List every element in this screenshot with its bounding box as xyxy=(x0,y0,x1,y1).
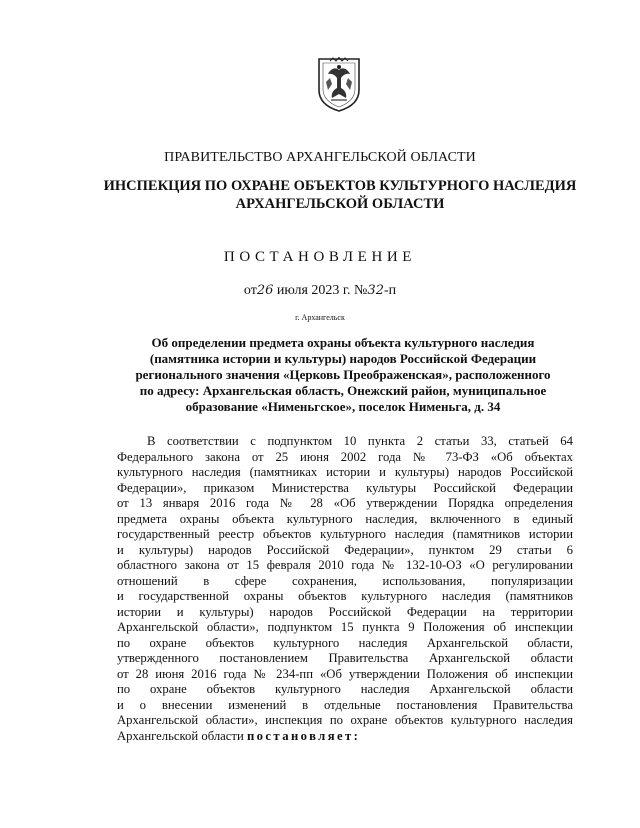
document-body xyxy=(117,434,573,744)
body-line: от 13 января 2016 года № 28 «Об утверждении Порядка определения xyxy=(117,496,573,510)
inspection-name-line: АРХАНГЕЛЬСКОЙ ОБЛАСТИ xyxy=(235,196,445,212)
title-line: Об определении предмета охраны объекта культурного наследия xyxy=(151,335,535,350)
inspection-name xyxy=(90,177,590,213)
title-line: (памятника истории и культуры) народов Российской Федерации xyxy=(149,351,537,366)
title-line: по адресу: Архангельская область, Онежский район, муниципальное xyxy=(139,383,547,398)
body-line: областного закона от 15 февраля 2010 года № 132-10-ОЗ «О регулировании xyxy=(117,558,573,572)
document-title xyxy=(100,335,586,415)
body-line: отношений в сфере сохранения, использования, популяризации xyxy=(117,573,573,588)
body-line: культурного наследия (памятниках истории и культуры) народов Российской xyxy=(117,465,573,479)
number-suffix: -п xyxy=(383,283,397,298)
date-prefix: от xyxy=(243,283,257,298)
document-city: г. Архангельск xyxy=(295,313,345,322)
body-line: Архангельской области», инспекция по охране объектов культурного наследия xyxy=(117,713,573,727)
handwritten-number: 32 xyxy=(367,283,384,298)
government-name: ПРАВИТЕЛЬСТВО АРХАНГЕЛЬСКОЙ ОБЛАСТИ xyxy=(164,150,476,165)
body-line: утвержденного постановлением Правительства Архангельской области xyxy=(117,651,573,665)
body-line: предмета охраны объекта культурного наследия, включенного в единый xyxy=(117,511,573,526)
date-rest: июля 2023 г. № xyxy=(273,283,368,298)
final-line-text: Архангельской области xyxy=(117,728,247,743)
document-date-line xyxy=(0,283,640,299)
coat-of-arms-icon xyxy=(316,56,362,112)
title-line: образование «Нименьгское», поселок Нименьга, д. 34 xyxy=(185,399,501,414)
resolution-keyword: постановляет: xyxy=(246,728,361,743)
body-line: по охране объектов культурного наследия Архангельской области, xyxy=(117,635,573,650)
inspection-name-line: ИНСПЕКЦИЯ ПО ОХРАНЕ ОБЪЕКТОВ КУЛЬТУРНОГО НАСЛЕДИЯ xyxy=(103,178,577,194)
body-line: В соответствии с подпунктом 10 пункта 2 статьи 33, статьей 64 xyxy=(147,434,573,448)
body-line: Федерации», приказом Министерства культуры Российской Федерации xyxy=(117,480,573,495)
document-type: ПОСТАНОВЛЕНИЕ xyxy=(223,249,417,265)
body-line: от 28 июня 2016 года № 234-пп «Об утверждении Положения об инспекции xyxy=(117,666,573,681)
body-line: и государственной охраны объектов культурного наследия (памятников xyxy=(117,589,573,603)
title-line: регионального значения «Церковь Преображенская», расположенного xyxy=(135,367,551,382)
body-line: и культуры) народов Российской Федерации», пунктом 29 статьи 6 xyxy=(117,542,573,557)
body-line: по охране объектов культурного наследия Архангельской области xyxy=(117,682,573,696)
body-line: истории и культуры) народов Российской Федерации на территории xyxy=(117,604,573,619)
body-line: и о внесении изменений в отдельные постановления Правительства xyxy=(117,697,573,712)
body-line: Архангельской области», подпунктом 15 пункта 9 Положения об инспекции xyxy=(117,620,573,634)
handwritten-day: 26 xyxy=(256,283,274,298)
body-final-line xyxy=(117,729,573,745)
body-line: Федерального закона от 25 июня 2002 года № 73-ФЗ «Об объектах xyxy=(117,449,573,464)
body-line: государственный реестр объектов культурного наследия (памятников истории xyxy=(117,527,573,541)
